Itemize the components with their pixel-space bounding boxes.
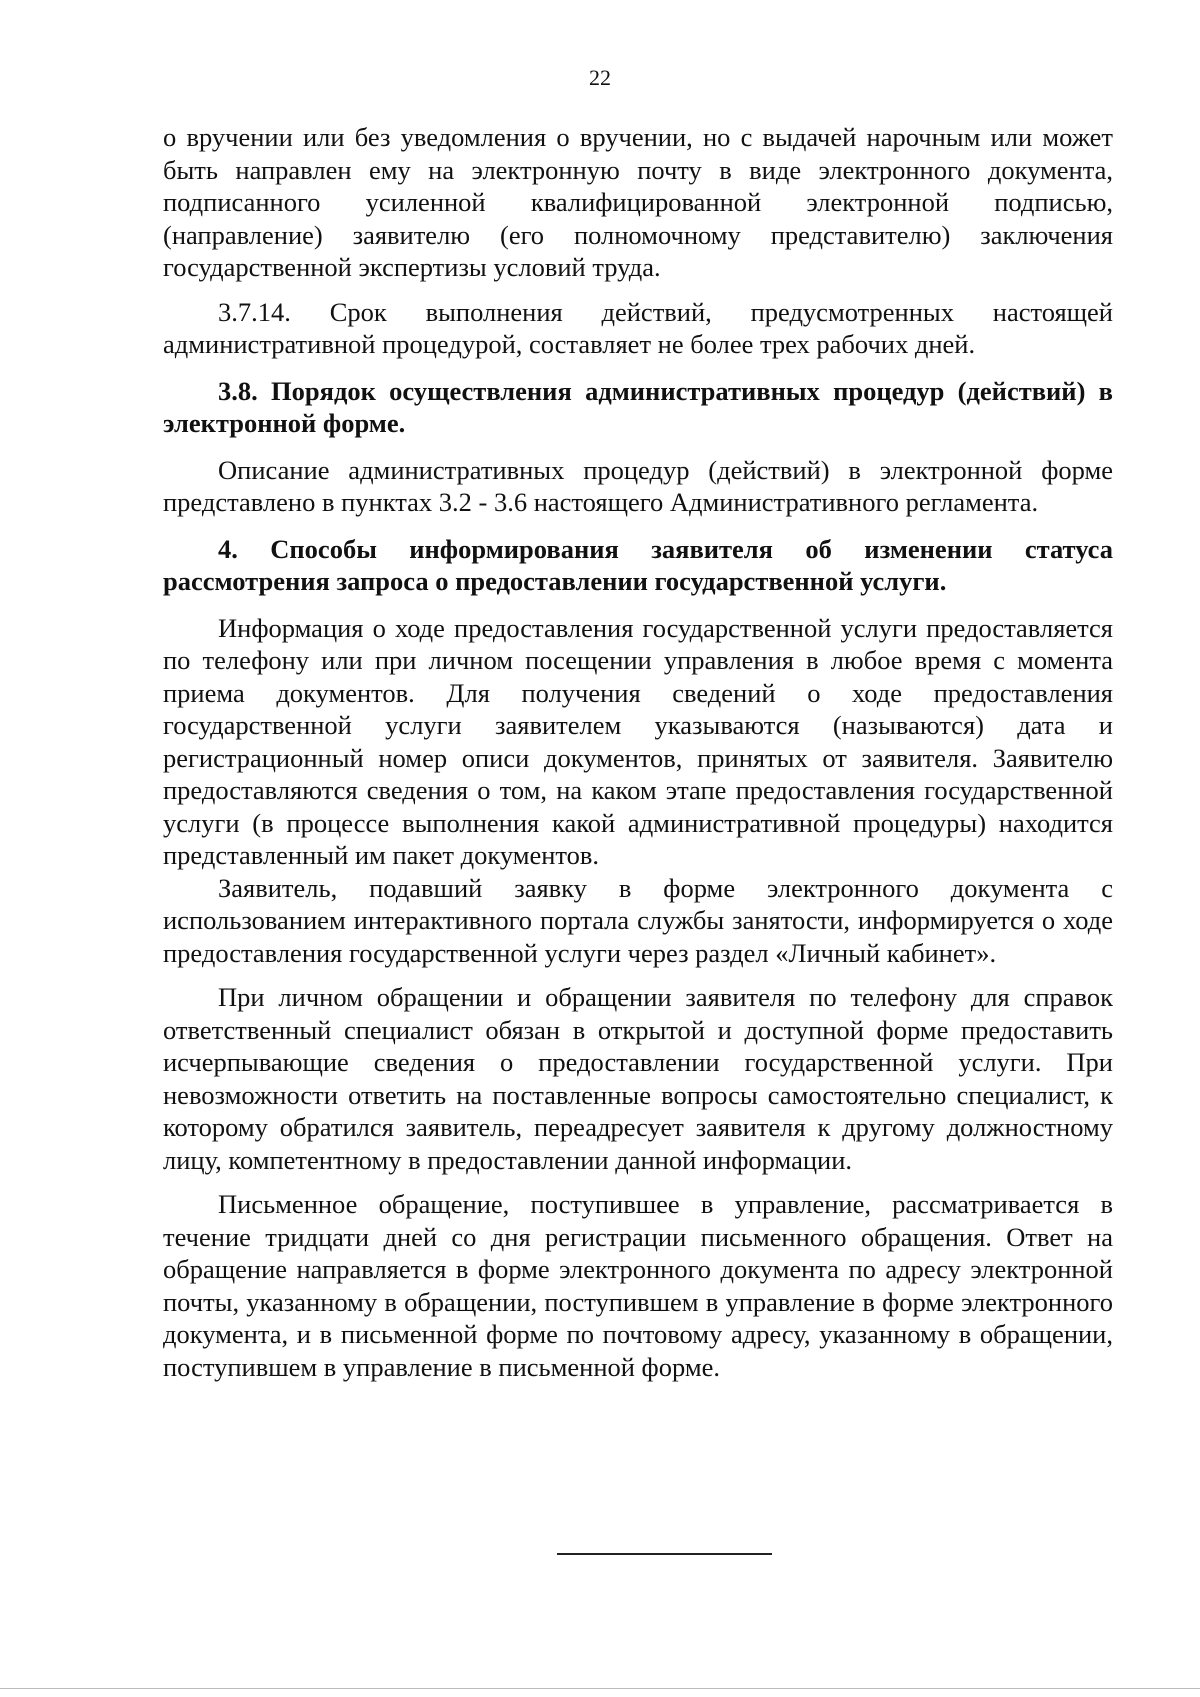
paragraph-personal-appeal: При личном обращении и обращении заявителя по телефону для справок ответственный специалист обязан в открытой и доступной форме предоставить исчерпывающие сведения о предоставлении государственной услуги. При невозможности ответить на поставленные вопросы самостоятельно специалист, к которому обратился заявитель, переадресует заявителя к другому должностному лицу, компетентному в предоставлении данной информации.	[163, 982, 1113, 1175]
section-heading-3-8: 3.8. Порядок осуществления административных процедур (действий) в электронной форме.	[163, 375, 1113, 438]
paragraph-electronic-description: Описание административных процедур (действий) в электронной форме представлено в пунктах 3.2 - 3.6 настоящего Административного регламента.	[163, 454, 1113, 517]
document-body	[163, 121, 1113, 1383]
paragraph-electronic-applicant: Заявитель, подавший заявку в форме электронного документа с использованием интерактивного портала службы занятости, информируется о ходе предоставления государственной услуги через раздел «Личный кабинет».	[163, 872, 1113, 968]
end-separator-line	[557, 1553, 772, 1555]
page-bottom-edge	[0, 1688, 1200, 1689]
paragraph-continuation: о вручении или без уведомления о вручении, но с выдачей нарочным или может быть направлен ему на электронную почту в виде электронного документа, подписанного усиленной квалифицированной электронной подписью, (направление) заявителю (его полномочному представителю) заключения государственной экспертизы условий труда.	[163, 122, 1113, 282]
page-number: 22	[589, 65, 611, 90]
paragraph-written-appeal: Письменное обращение, поступившее в управление, рассматривается в течение тридцати дней со дня регистрации письменного обращения. Ответ на обращение направляется в форме электронного документа по адресу электронной почты, указанному в обращении, поступившем в управление в форме электронного документа, и в письменной форме по почтовому адресу, указанному в обращении, поступившем в управление в письменной форме.	[163, 1189, 1113, 1382]
section-heading-4: 4. Способы информирования заявителя об изменении статуса рассмотрения запроса о предоставлении государственной услуги.	[163, 533, 1113, 596]
paragraph-3-7-14: 3.7.14. Срок выполнения действий, предусмотренных настоящей административной процедурой, составляет не более трех рабочих дней.	[163, 296, 1113, 359]
paragraph-information-progress: Информация о ходе предоставления государственной услуги предоставляется по телефону или при личном посещении управления в любое время с момента приема документов. Для получения сведений о ходе предоставления государственной услуги заявителем указываются (называются) дата и регистрационный номер описи документов, принятых от заявителя. Заявителю предоставляются сведения о том, на каком этапе предоставления государственной услуги (в процессе выполнения какой административной процедуры) находится представленный им пакет документов.	[163, 612, 1113, 870]
